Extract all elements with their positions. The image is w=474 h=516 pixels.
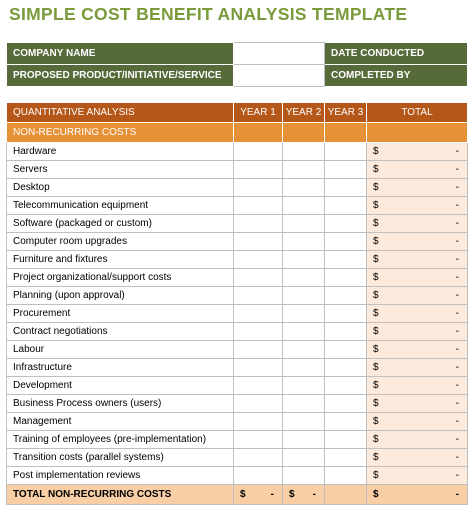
money-value bbox=[373, 326, 467, 337]
year-2-cell[interactable] bbox=[283, 449, 325, 467]
dash-value: - bbox=[312, 489, 316, 500]
row-label: Business Process owners (users) bbox=[7, 395, 234, 413]
total-cell[interactable] bbox=[367, 287, 468, 305]
proposed-product-label: PROPOSED PRODUCT/INITIATIVE/SERVICE bbox=[7, 65, 234, 87]
year-2-cell[interactable] bbox=[283, 269, 325, 287]
header-total: TOTAL bbox=[367, 103, 468, 123]
money-value bbox=[373, 182, 467, 193]
dash-value: - bbox=[455, 434, 459, 445]
dash-value: - bbox=[455, 164, 459, 175]
dash-value: - bbox=[455, 290, 459, 301]
row-label: Transition costs (parallel systems) bbox=[7, 449, 234, 467]
row-label: Furniture and fixtures bbox=[7, 251, 234, 269]
year-3-cell[interactable] bbox=[325, 305, 367, 323]
header-year-2: YEAR 2 bbox=[283, 103, 325, 123]
table-header-row bbox=[7, 103, 468, 123]
row-label: Desktop bbox=[7, 179, 234, 197]
year-2-cell[interactable] bbox=[283, 305, 325, 323]
currency-symbol: $ bbox=[373, 452, 379, 463]
year-3-cell[interactable] bbox=[325, 287, 367, 305]
currency-symbol: $ bbox=[373, 146, 379, 157]
row-label: Infrastructure bbox=[7, 359, 234, 377]
row-label: Training of employees (pre-implementation) bbox=[7, 431, 234, 449]
section-cell bbox=[367, 123, 468, 143]
currency-symbol: $ bbox=[373, 218, 379, 229]
currency-symbol: $ bbox=[373, 308, 379, 319]
year-3-cell[interactable] bbox=[325, 143, 367, 161]
company-name-label: COMPANY NAME bbox=[7, 43, 234, 65]
header-quantitative-analysis: QUANTITATIVE ANALYSIS bbox=[7, 103, 234, 123]
row-label: Servers bbox=[7, 161, 234, 179]
year-1-cell[interactable] bbox=[234, 413, 283, 431]
year-2-cell[interactable] bbox=[283, 395, 325, 413]
total-cell[interactable] bbox=[367, 215, 468, 233]
row-label: Procurement bbox=[7, 305, 234, 323]
currency-symbol: $ bbox=[373, 416, 379, 427]
grand-total-cell[interactable] bbox=[367, 485, 468, 505]
total-year-3-cell[interactable] bbox=[325, 485, 367, 505]
money-value bbox=[373, 452, 467, 463]
dash-value: - bbox=[455, 146, 459, 157]
dash-value: - bbox=[455, 362, 459, 373]
total-cell[interactable] bbox=[367, 359, 468, 377]
money-value bbox=[373, 380, 467, 391]
row-label: Software (packaged or custom) bbox=[7, 215, 234, 233]
year-1-cell[interactable] bbox=[234, 287, 283, 305]
money-value bbox=[373, 344, 467, 355]
money-value bbox=[240, 489, 282, 500]
year-3-cell[interactable] bbox=[325, 413, 367, 431]
table-row bbox=[7, 449, 468, 467]
dash-value: - bbox=[455, 218, 459, 229]
year-1-cell[interactable] bbox=[234, 359, 283, 377]
money-value bbox=[373, 200, 467, 211]
year-2-cell[interactable] bbox=[283, 233, 325, 251]
total-label: TOTAL NON-RECURRING COSTS bbox=[7, 485, 234, 505]
total-cell[interactable] bbox=[367, 233, 468, 251]
currency-symbol: $ bbox=[289, 489, 295, 500]
table-row bbox=[7, 323, 468, 341]
total-cell[interactable] bbox=[367, 341, 468, 359]
year-1-cell[interactable] bbox=[234, 305, 283, 323]
currency-symbol: $ bbox=[373, 362, 379, 373]
year-1-cell[interactable] bbox=[234, 179, 283, 197]
row-label: Development bbox=[7, 377, 234, 395]
year-2-cell[interactable] bbox=[283, 143, 325, 161]
total-cell[interactable] bbox=[367, 161, 468, 179]
year-3-cell[interactable] bbox=[325, 377, 367, 395]
table-row bbox=[7, 377, 468, 395]
row-label: Management bbox=[7, 413, 234, 431]
total-cell[interactable] bbox=[367, 143, 468, 161]
money-value bbox=[373, 362, 467, 373]
cost-table bbox=[6, 102, 468, 505]
dash-value: - bbox=[455, 489, 459, 500]
currency-symbol: $ bbox=[373, 200, 379, 211]
row-label: Computer room upgrades bbox=[7, 233, 234, 251]
dash-value: - bbox=[455, 236, 459, 247]
year-1-cell[interactable] bbox=[234, 377, 283, 395]
currency-symbol: $ bbox=[373, 398, 379, 409]
table-row bbox=[7, 431, 468, 449]
year-3-cell[interactable] bbox=[325, 269, 367, 287]
row-label: Planning (upon approval) bbox=[7, 287, 234, 305]
table-row bbox=[7, 143, 468, 161]
total-year-1-cell[interactable] bbox=[234, 485, 283, 505]
dash-value: - bbox=[455, 398, 459, 409]
table-row bbox=[7, 251, 468, 269]
money-value bbox=[373, 146, 467, 157]
year-1-cell[interactable] bbox=[234, 197, 283, 215]
currency-symbol: $ bbox=[373, 272, 379, 283]
dash-value: - bbox=[455, 470, 459, 481]
dash-value: - bbox=[455, 200, 459, 211]
section-row bbox=[7, 123, 468, 143]
table-row bbox=[7, 233, 468, 251]
year-1-cell[interactable] bbox=[234, 161, 283, 179]
dash-value: - bbox=[455, 416, 459, 427]
proposed-product-field[interactable] bbox=[234, 65, 325, 87]
currency-symbol: $ bbox=[373, 254, 379, 265]
money-value bbox=[373, 416, 467, 427]
year-2-cell[interactable] bbox=[283, 359, 325, 377]
total-cell[interactable] bbox=[367, 305, 468, 323]
money-value bbox=[373, 470, 467, 481]
total-cell[interactable] bbox=[367, 377, 468, 395]
page-title: SIMPLE COST BENEFIT ANALYSIS TEMPLATE bbox=[9, 4, 408, 24]
year-3-cell[interactable] bbox=[325, 341, 367, 359]
table-row bbox=[7, 287, 468, 305]
row-label: Contract negotiations bbox=[7, 323, 234, 341]
dash-value: - bbox=[455, 326, 459, 337]
money-value bbox=[373, 398, 467, 409]
row-label: Labour bbox=[7, 341, 234, 359]
company-name-field[interactable] bbox=[234, 43, 325, 65]
year-1-cell[interactable] bbox=[234, 431, 283, 449]
money-value bbox=[373, 236, 467, 247]
total-cell[interactable] bbox=[367, 449, 468, 467]
currency-symbol: $ bbox=[373, 236, 379, 247]
dash-value: - bbox=[455, 272, 459, 283]
date-conducted-label: DATE CONDUCTED bbox=[325, 43, 468, 65]
year-2-cell[interactable] bbox=[283, 161, 325, 179]
section-cell bbox=[283, 123, 325, 143]
currency-symbol: $ bbox=[240, 489, 246, 500]
table-row bbox=[7, 161, 468, 179]
header-year-1: YEAR 1 bbox=[234, 103, 283, 123]
money-value bbox=[373, 164, 467, 175]
table-row bbox=[7, 395, 468, 413]
year-2-cell[interactable] bbox=[283, 431, 325, 449]
total-year-2-cell[interactable] bbox=[283, 485, 325, 505]
money-value bbox=[373, 308, 467, 319]
year-3-cell[interactable] bbox=[325, 323, 367, 341]
year-2-cell[interactable] bbox=[283, 323, 325, 341]
total-cell[interactable] bbox=[367, 323, 468, 341]
row-label: Post implementation reviews bbox=[7, 467, 234, 485]
total-cell[interactable] bbox=[367, 467, 468, 485]
completed-by-label: COMPLETED BY bbox=[325, 65, 468, 87]
table-row bbox=[7, 341, 468, 359]
info-table bbox=[6, 42, 468, 87]
currency-symbol: $ bbox=[373, 344, 379, 355]
year-2-cell[interactable] bbox=[283, 377, 325, 395]
year-1-cell[interactable] bbox=[234, 233, 283, 251]
table-row bbox=[7, 413, 468, 431]
money-value bbox=[373, 290, 467, 301]
money-value bbox=[373, 434, 467, 445]
currency-symbol: $ bbox=[373, 470, 379, 481]
year-2-cell[interactable] bbox=[283, 341, 325, 359]
year-1-cell[interactable] bbox=[234, 449, 283, 467]
table-row bbox=[7, 305, 468, 323]
dash-value: - bbox=[455, 380, 459, 391]
currency-symbol: $ bbox=[373, 380, 379, 391]
year-1-cell[interactable] bbox=[234, 395, 283, 413]
total-cell[interactable] bbox=[367, 269, 468, 287]
year-1-cell[interactable] bbox=[234, 215, 283, 233]
year-3-cell[interactable] bbox=[325, 215, 367, 233]
money-value bbox=[373, 218, 467, 229]
table-row bbox=[7, 467, 468, 485]
currency-symbol: $ bbox=[373, 326, 379, 337]
row-label: Hardware bbox=[7, 143, 234, 161]
year-3-cell[interactable] bbox=[325, 251, 367, 269]
total-cell[interactable] bbox=[367, 395, 468, 413]
total-cell[interactable] bbox=[367, 179, 468, 197]
row-label: Project organizational/support costs bbox=[7, 269, 234, 287]
total-cell[interactable] bbox=[367, 413, 468, 431]
year-2-cell[interactable] bbox=[283, 197, 325, 215]
dash-value: - bbox=[455, 182, 459, 193]
year-2-cell[interactable] bbox=[283, 413, 325, 431]
currency-symbol: $ bbox=[373, 434, 379, 445]
year-1-cell[interactable] bbox=[234, 323, 283, 341]
currency-symbol: $ bbox=[373, 164, 379, 175]
currency-symbol: $ bbox=[373, 182, 379, 193]
table-row bbox=[7, 215, 468, 233]
year-2-cell[interactable] bbox=[283, 287, 325, 305]
row-label: Telecommunication equipment bbox=[7, 197, 234, 215]
year-3-cell[interactable] bbox=[325, 449, 367, 467]
total-cell[interactable] bbox=[367, 197, 468, 215]
section-label: NON-RECURRING COSTS bbox=[7, 123, 234, 143]
year-3-cell[interactable] bbox=[325, 197, 367, 215]
section-cell bbox=[234, 123, 283, 143]
year-2-cell[interactable] bbox=[283, 467, 325, 485]
year-1-cell[interactable] bbox=[234, 467, 283, 485]
year-1-cell[interactable] bbox=[234, 251, 283, 269]
dash-value: - bbox=[455, 344, 459, 355]
year-3-cell[interactable] bbox=[325, 161, 367, 179]
total-cell[interactable] bbox=[367, 251, 468, 269]
money-value bbox=[373, 254, 467, 265]
money-value bbox=[289, 489, 324, 500]
dash-value: - bbox=[455, 452, 459, 463]
header-year-3: YEAR 3 bbox=[325, 103, 367, 123]
year-3-cell[interactable] bbox=[325, 395, 367, 413]
year-3-cell[interactable] bbox=[325, 467, 367, 485]
table-row bbox=[7, 197, 468, 215]
table-row bbox=[7, 179, 468, 197]
year-1-cell[interactable] bbox=[234, 143, 283, 161]
year-1-cell[interactable] bbox=[234, 269, 283, 287]
year-2-cell[interactable] bbox=[283, 215, 325, 233]
money-value bbox=[373, 489, 467, 500]
dash-value: - bbox=[270, 489, 274, 500]
table-row bbox=[7, 359, 468, 377]
money-value bbox=[373, 272, 467, 283]
dash-value: - bbox=[455, 308, 459, 319]
currency-symbol: $ bbox=[373, 290, 379, 301]
total-row bbox=[7, 485, 468, 505]
total-cell[interactable] bbox=[367, 431, 468, 449]
year-3-cell[interactable] bbox=[325, 359, 367, 377]
currency-symbol: $ bbox=[373, 489, 379, 500]
section-cell bbox=[325, 123, 367, 143]
year-3-cell[interactable] bbox=[325, 179, 367, 197]
year-2-cell[interactable] bbox=[283, 251, 325, 269]
year-2-cell[interactable] bbox=[283, 179, 325, 197]
year-3-cell[interactable] bbox=[325, 233, 367, 251]
year-3-cell[interactable] bbox=[325, 431, 367, 449]
dash-value: - bbox=[455, 254, 459, 265]
table-row bbox=[7, 269, 468, 287]
year-1-cell[interactable] bbox=[234, 341, 283, 359]
